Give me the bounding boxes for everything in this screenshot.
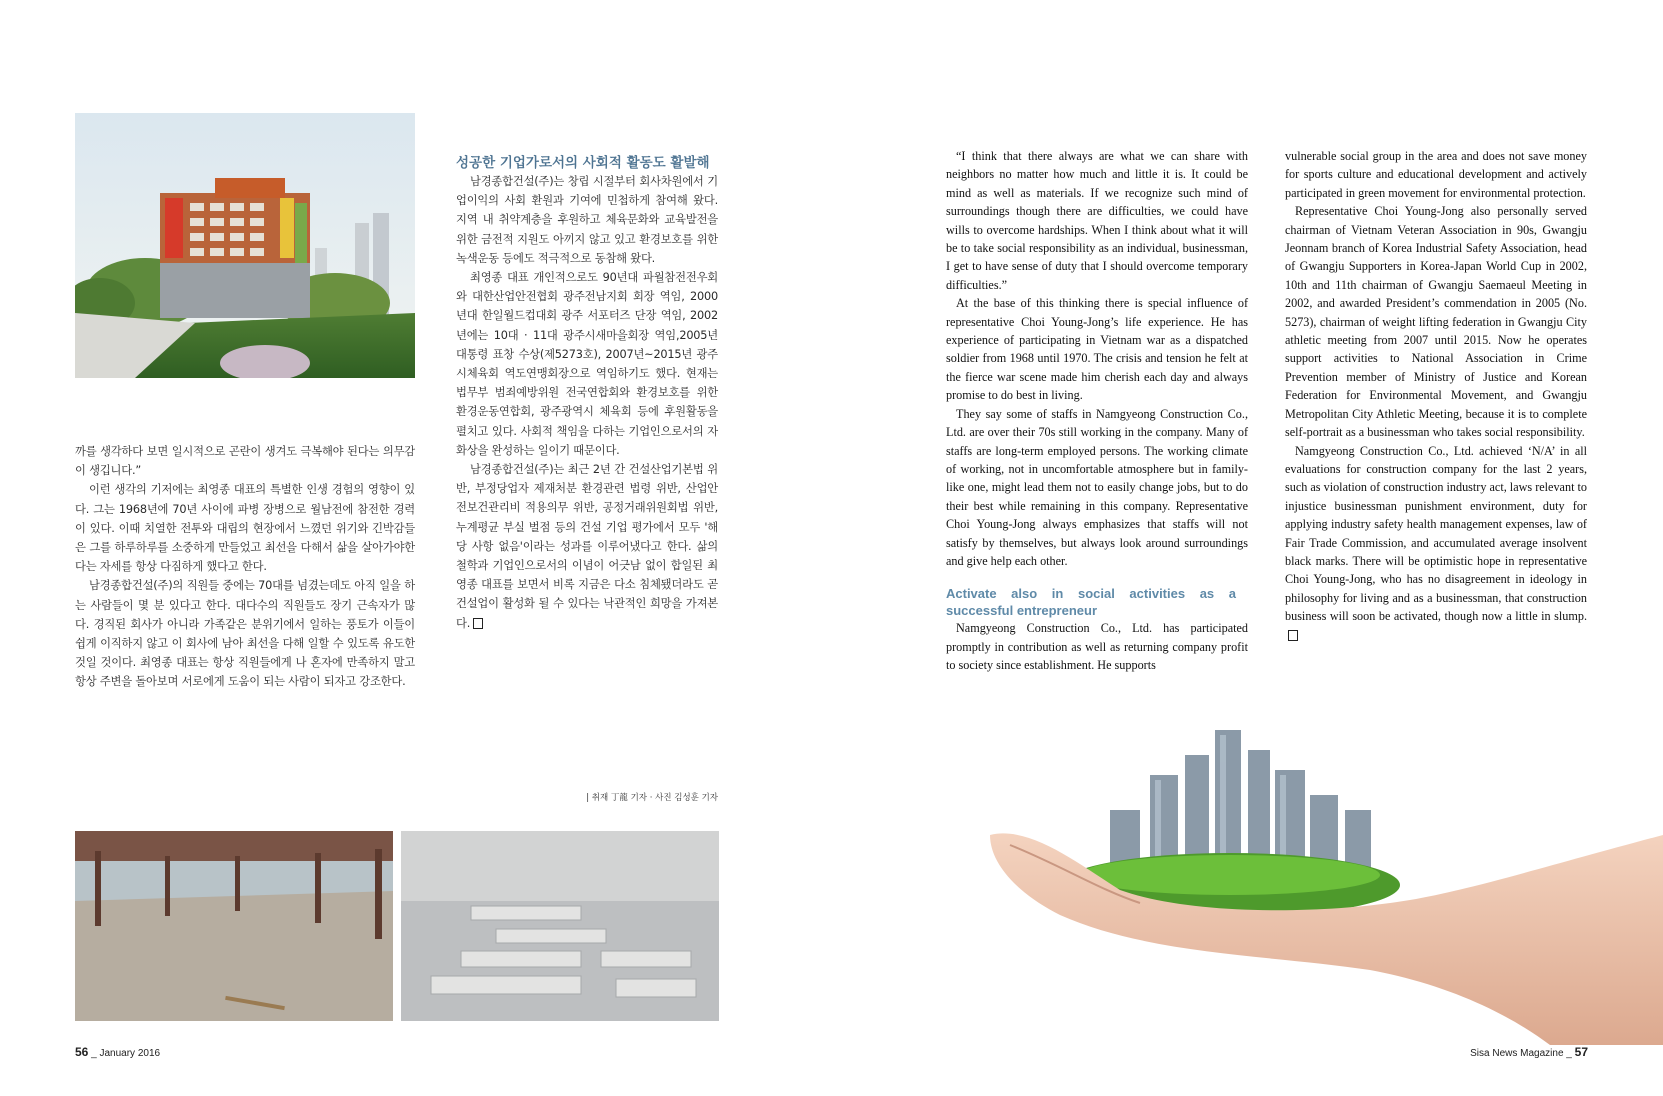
korean-paragraph: 최영종 대표 개인적으로도 90년대 파월참전전우회와 대한산업안전협회 광주전남지회 회장 역임, 2000년대 한일월드컵대회 광주 서포터즈 단장 역임, 2002년에는 10대 · 11대 광주시새마을회장 역임,2005년 대통령 표창 수상(제5273호), 2007년~2015년 광주시체육회 역도연맹회장으로 역임하기도 했다. 현재는 법무부 범죄예방위원 전국연합회와 환경보호를 위한 환경운동연합회, 광주광역시 체육회 등에 후원활동을 펼치고 있다. 사회적 책임을 다하는 기업인으로서의 자화상을 완성하는 일이기 때문이다. xyxy=(456,271,718,457)
end-mark-icon xyxy=(473,618,483,629)
korean-paragraph: 남경종합건설(주)는 창립 시절부터 회사차원에서 기업이익의 사회 환원과 기여에 민첩하게 참여해 왔다. 지역 내 취약계층을 후원하고 체육문화와 교육발전을 위한 금전적 지원도 아끼지 않고 있고 환경보호를 위한 녹색운동 등에도 적극적으로 동참해 왔다. xyxy=(456,175,718,265)
right-footer-text: Sisa News Magazine _ xyxy=(1470,1048,1572,1059)
english-paragraph: Representative Choi Young-Jong also personally served chairman of Vietnam Veteran Association in 90s, Gwangju Jeonnam branch of Korea Industrial Safety Association, head of Gwangju Supporters in Korea-Japan World Cup in 2002, 10th and 11th chairman of Gwangju Saemaeul Meeting in 2002, and awarded President’s commendation in 2005 (No. 5273), chairman of weight lifting federation in Gwangju City athletic meeting from 2007 until 2015. Now he operates support activities to National Association in Crime Prevention member of Ministry of Justice and Korean Federation for Environmental Movement, and Gwangju Metropolitan City Athletic Meeting, because it is to complete self-portrait as a businessman who takes social responsibility. xyxy=(1285,204,1587,440)
building-photo xyxy=(75,113,415,378)
english-paragraph: At the base of this thinking there is special influence of representative Choi Young-Jong’s life experience. He has experience of participating in Vietnam war as a dispatched soldier from 1968 until 1970. The crisis and tension he felt at the fierce war scene made him cherish each day and always promise to do best in living. xyxy=(946,296,1248,403)
right-page-number: 57 xyxy=(1574,1045,1588,1059)
korean-paragraph-text: 남경종합건설(주)는 최근 2년 간 건설산업기본법 위반, 부정당업자 제재처분 환경관련 법령 위반, 산업안전보건관리비 적용의무 위반, 공정거래위원회법 위반, 누계평균 부실 벌점 등의 건설 기업 평가에서 모두 '해당 사항 없음'이라는 성과를 이루어냈다고 한다. 삶의 철학과 기업인으로서의 이념이 어긋남 없이 합일된 최영종 대표를 보면서 비록 지금은 다소 침체됐더라도 곧 건설업이 활성화 될 수 있다는 낙관적인 희망을 가져본다. xyxy=(456,463,718,630)
korean-column-1 xyxy=(75,442,415,692)
left-footer-text: _ January 2016 xyxy=(91,1048,161,1059)
korean-column-2 xyxy=(456,172,718,633)
left-page-number: 56 xyxy=(75,1045,89,1059)
korean-paragraph xyxy=(456,460,718,633)
end-mark-icon xyxy=(1288,630,1298,641)
english-paragraph-text: Namgyeong Construction Co., Ltd. achieved ‘N/A’ in all evaluations for construction company for the last 2 years, such as violation of construction industry act, laws relevant to injustice businessman punishment environment, duty for applying industry safety health management expenses, law of Fair Trade Commission, and accumulated average insolvent black marks. There will be optimistic hope in representative Choi Young-Jong, who has no disagreement in ideology in philosophy for living and as a businessman, that construction business will soon be activated, though now a little in slump. xyxy=(1285,443,1587,624)
korean-paragraph: 이런 생각의 기저에는 최영종 대표의 특별한 인생 경험의 영향이 있다. 그는 1968년에 70년 사이에 파병 장병으로 월남전에 참전한 경력이 있다. 이때 치열한 전투와 대립의 현장에서 느꼈던 위기와 긴박감들은 그를 하루하루를 소중하게 만들었고 최선을 다해서 삶을 살아가야한다는 자세를 항상 다짐하게 했다고 한다. xyxy=(75,483,415,574)
english-paragraph: Namgyeong Construction Co., Ltd. has participated promptly in contribution as well as returning company profit to society since establishment. He supports xyxy=(946,621,1248,673)
english-column-1 xyxy=(946,147,1248,675)
korean-paragraph: 남경종합건설(주)의 직원들 중에는 70대를 넘겼는데도 아직 일을 하는 사람들이 몇 분 있다고 한다. 대다수의 직원들도 장기 근속자가 많다. 경직된 회사가 아니라 가족같은 분위기에서 일하는 풍토가 이들이 쉽게 이직하지 않고 이 회사에 남아 최선을 다해 일할 수 있도록 유도한 것일 것이다. 최영종 대표는 항상 직원들에게 나 혼자에 만족하지 말고 항상 주변을 돌아보며 서로에게 도움이 되는 사람이 되자고 강조한다. xyxy=(75,579,415,689)
left-page-footer xyxy=(75,1045,160,1059)
right-page-footer xyxy=(1470,1045,1588,1059)
english-paragraph xyxy=(1285,442,1587,644)
english-paragraph: vulnerable social group in the area and does not save money for sports culture and educational development and actively participated in green movement for environmental protection. xyxy=(1285,149,1587,200)
english-section-heading: Activate also in social activities as a successful entrepreneur xyxy=(946,586,1236,619)
construction-foundation-photo xyxy=(401,831,719,1021)
hand-holding-city-image xyxy=(990,715,1663,1045)
construction-interior-photo xyxy=(75,831,393,1021)
english-column-2 xyxy=(1285,147,1587,644)
english-paragraph: They say some of staffs in Namgyeong Construction Co., Ltd. are over their 70s still working in the company. Many of staffs are long-term employed persons. The working climate of working, not in uncomfortable atmosphere but in family-like one, might lead them not to easily change jobs, but to do their best while remaining in this company. Representative Choi Young-Jong always emphasizes that staffs will not satisfy by themselves, but always look around surroundings and give help each other. xyxy=(946,406,1248,568)
photo-credit: | 취재 丁龍 기자 · 사진 김성훈 기자 xyxy=(586,793,718,803)
english-paragraph: “I think that there always are what we can share with neighbors no matter how much and little it is. It could be mind as well as materials. If we recognize such mind of surroundings though there are difficulties, we could have wills to overcome hardships. When I think about what it will be to take social responsibility as an individual, businessman, I get to have sense of duty that I should overcome temporary difficulties.” xyxy=(946,149,1248,292)
korean-section-heading: 성공한 기업가로서의 사회적 활동도 활발해 xyxy=(456,155,710,171)
korean-paragraph: 까를 생각하다 보면 일시적으로 곤란이 생겨도 극복해야 된다는 의무감이 생깁니다.” xyxy=(75,445,415,478)
